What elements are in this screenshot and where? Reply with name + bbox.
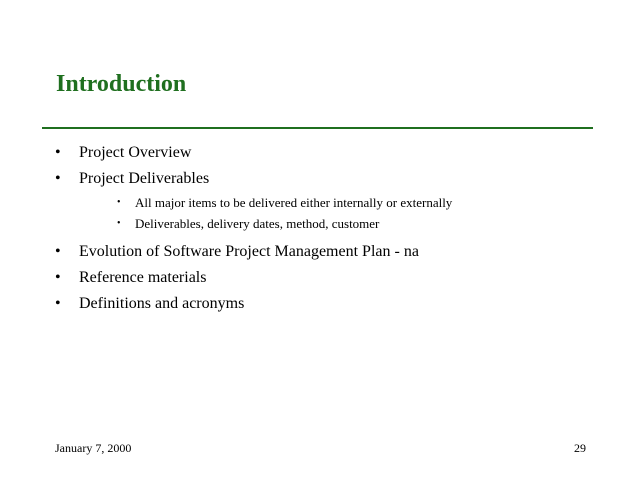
slide-title: Introduction bbox=[56, 71, 187, 97]
sub-bullet-glyph: • bbox=[117, 197, 121, 208]
sub-bullet-glyph: • bbox=[117, 218, 121, 229]
bullet-item-reference-materials bbox=[0, 268, 640, 294]
page-number: 29 bbox=[574, 441, 586, 455]
bullet-glyph: • bbox=[55, 269, 61, 286]
bullet-item-project-deliverables bbox=[0, 169, 640, 195]
bullet-glyph: • bbox=[55, 295, 61, 312]
bullet-item-definitions bbox=[0, 294, 640, 320]
sub-bullet-item-deliverables-details bbox=[0, 216, 640, 242]
bullet-glyph: • bbox=[55, 144, 61, 161]
bullet-text: Project Overview bbox=[79, 144, 192, 161]
bullet-item-project-overview bbox=[0, 143, 640, 169]
bullet-list bbox=[0, 143, 640, 320]
bullet-item-evolution-plan bbox=[0, 242, 640, 268]
bullet-text: Reference materials bbox=[79, 269, 207, 286]
bullet-glyph: • bbox=[55, 243, 61, 260]
sub-bullet-text: All major items to be delivered either internally or externally bbox=[135, 195, 453, 210]
bullet-text: Evolution of Software Project Management Plan - na bbox=[79, 243, 419, 260]
title-divider bbox=[42, 127, 593, 129]
bullet-glyph: • bbox=[55, 170, 61, 187]
sub-bullet-text: Deliverables, delivery dates, method, customer bbox=[135, 216, 380, 231]
bullet-text: Project Deliverables bbox=[79, 170, 210, 187]
bullet-text: Definitions and acronyms bbox=[79, 295, 245, 312]
footer-date: January 7, 2000 bbox=[55, 441, 132, 455]
sub-bullet-item-major-items bbox=[0, 195, 640, 216]
